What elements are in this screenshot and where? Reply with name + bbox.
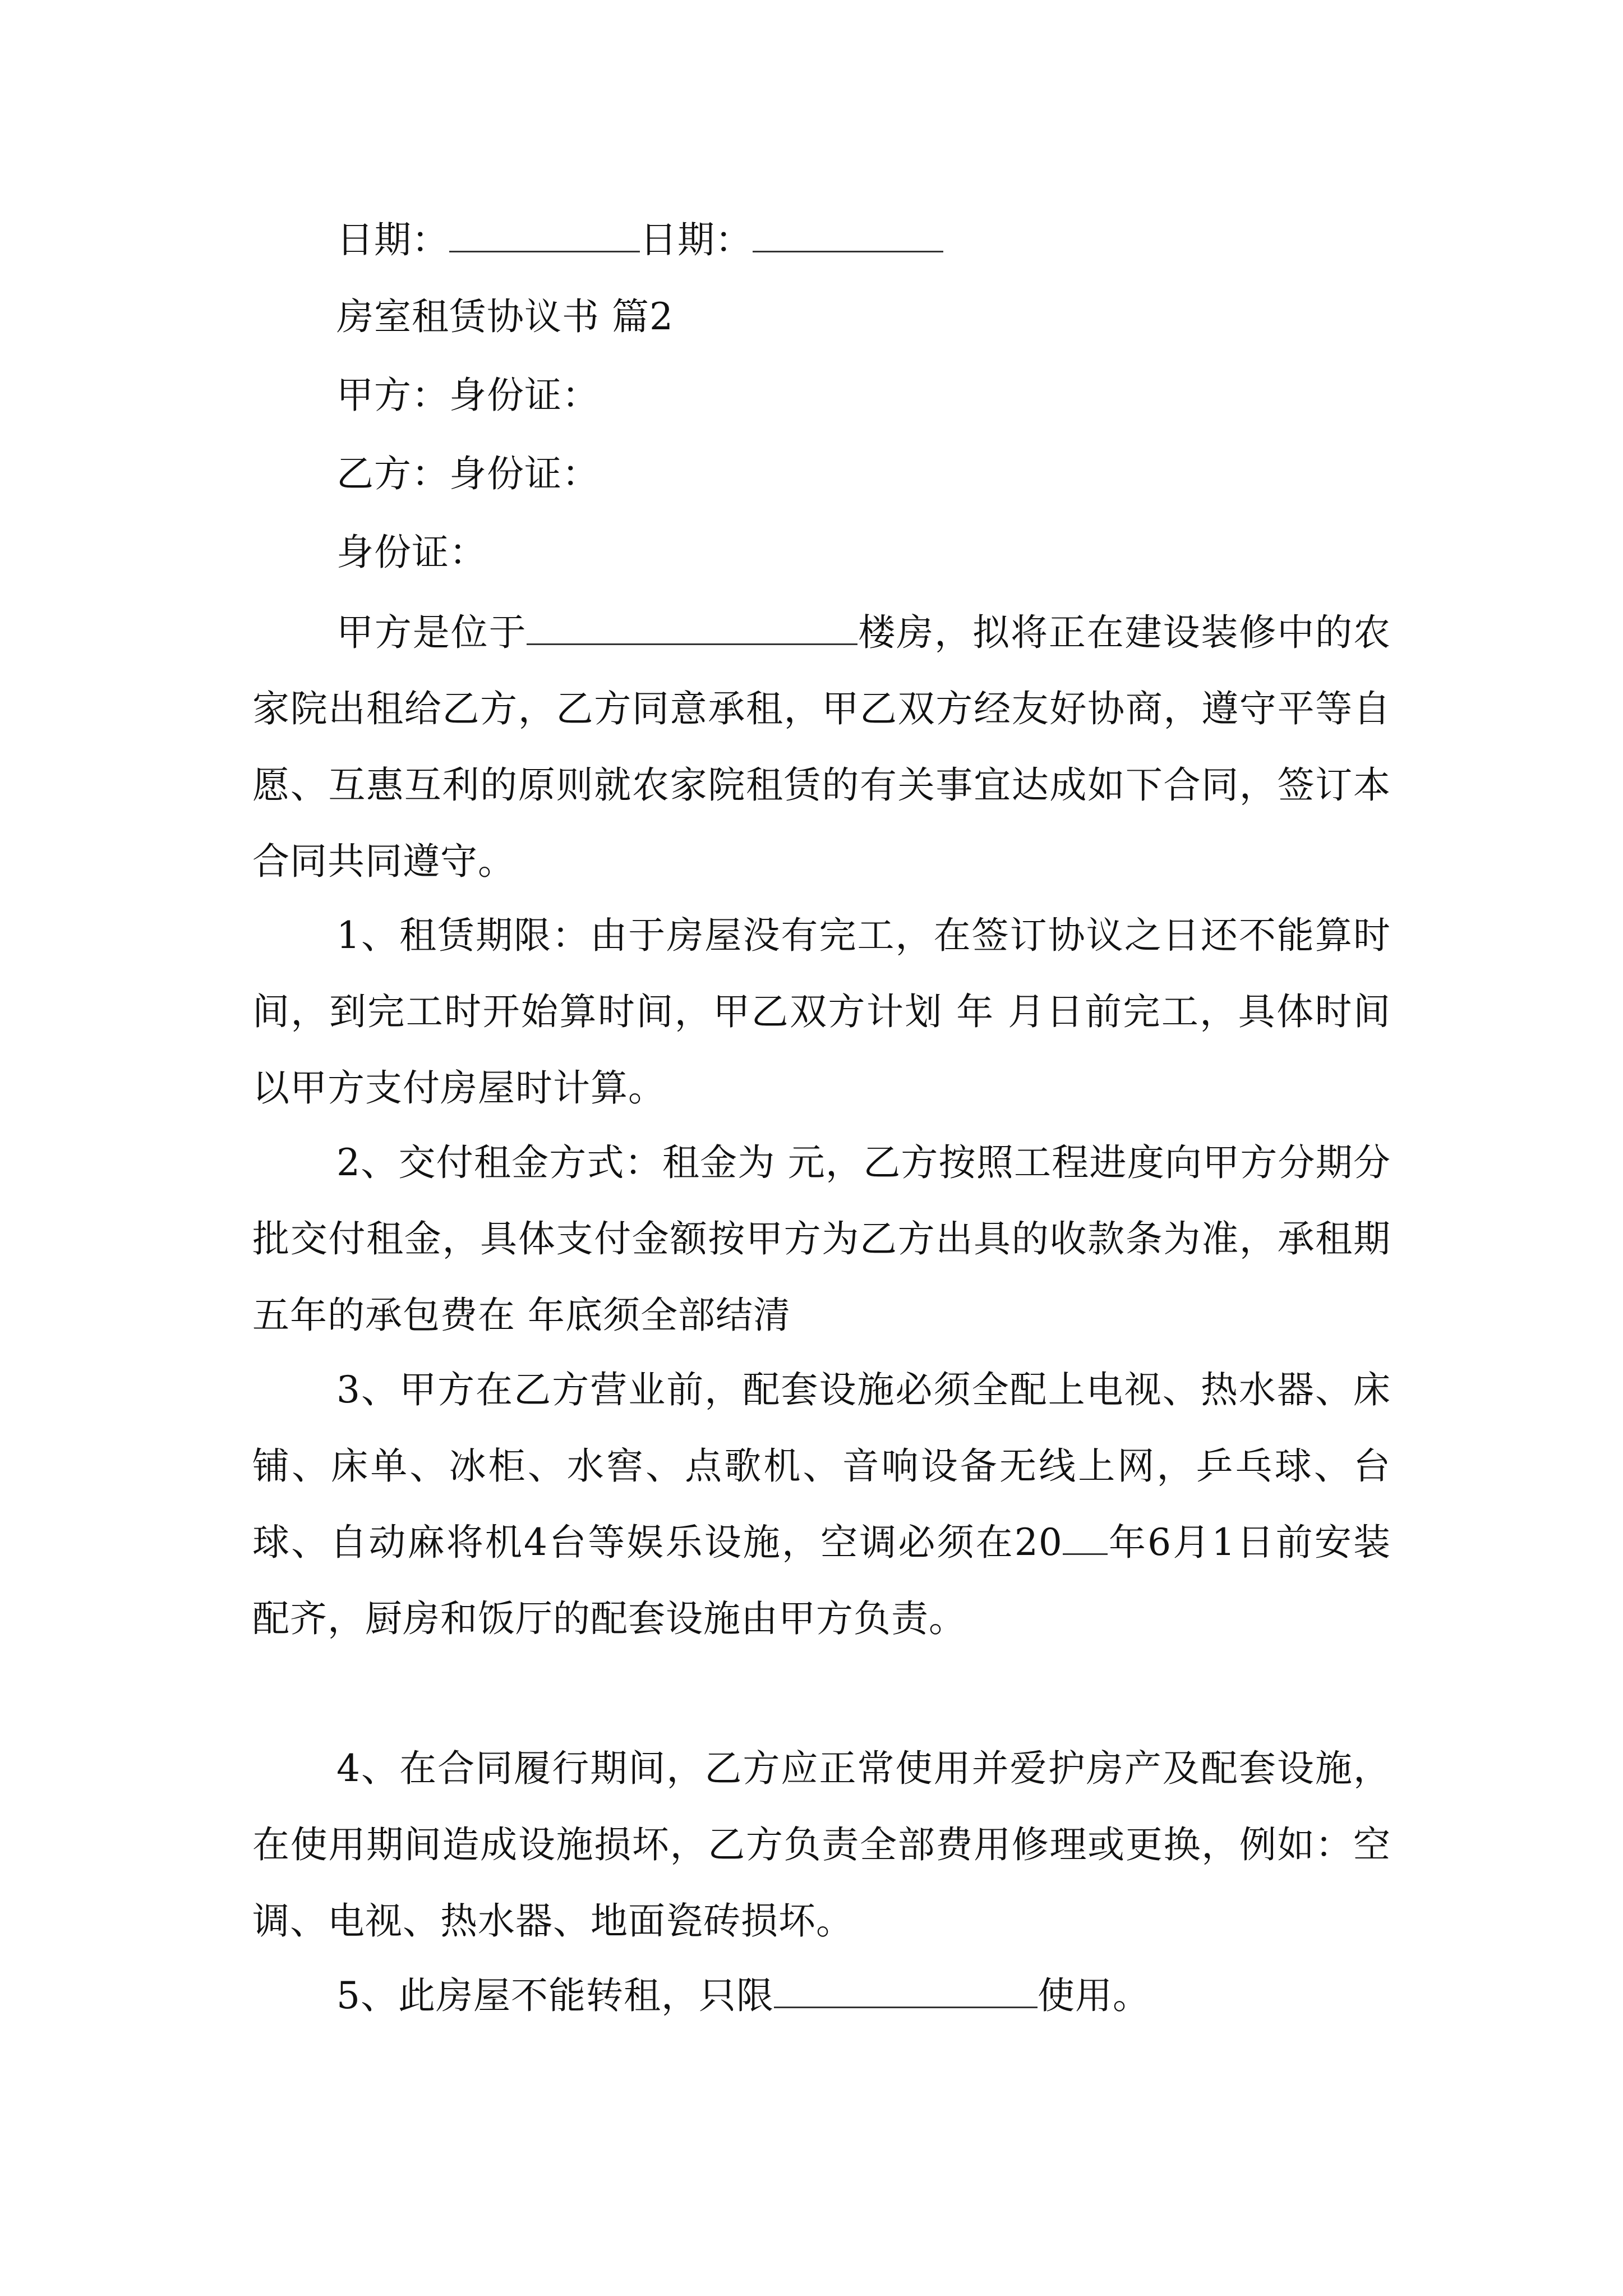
intro-text-start: 甲方是位于 [336,611,527,654]
clause-4: 4、在合同履行期间，乙方应正常使用并爱护房产及配套设施，在使用期间造成设施损坏，乙方负责全部费用修理或更换，例如：空调、电视、热水器、地面瓷砖损坏。 [252,1747,1391,1943]
intro-text-rest: 楼房，拟将正在建设装修中的农家院出租给乙方，乙方同意承租，甲乙双方经友好协商，遵守平等自愿、互惠互利的原则就农家院租赁的有关事宜达成如下合同，签订本合同共同遵守。 [252,611,1391,883]
party-a-line: 甲方：身份证： [336,374,600,417]
clause-3-text-rest: 年6月1日前安装配齐，厨房和饭厅的配套设施由甲方负责。 [252,1521,1391,1640]
clause-5-text-rest: 使用。 [1038,1974,1150,2017]
clause-5 [252,1958,1391,2034]
party-b-line: 乙方：身份证： [336,452,600,495]
id-line: 身份证： [336,531,487,574]
date-label-party-a: 日期： [336,218,449,261]
intro-paragraph [252,595,1391,900]
date-blank-party-a [449,216,640,252]
date-signature-line [336,216,943,263]
clause-3 [252,1352,1391,1657]
date-blank-party-b [753,216,943,252]
usage-blank [774,1972,1038,2008]
location-blank [527,609,857,645]
clause-2: 2、交付租金方式：租金为 元，乙方按照工程进度向甲方分期分批交付租金，具体支付金额按甲方为乙方出具的收款条为准，承租期五年的承包费在 年底须全部结清 [252,1141,1391,1337]
section-title: 房室租赁协议书 篇2 [336,295,674,338]
clause-5-text-start: 5、此房屋不能转租，只限 [336,1974,774,2017]
date-label-party-b: 日期： [640,218,753,261]
clause-1: 1、租赁期限：由于房屋没有完工，在签订协议之日还不能算时间，到完工时开始算时间，甲乙双方计划 年 月日前完工，具体时间以甲方支付房屋时计算。 [252,914,1391,1110]
year-blank [1063,1519,1108,1555]
clause-3-text-start: 3、甲方在乙方营业前，配套设施必须全配上电视、热水器、床铺、床单、冰柜、水窖、点歌机、音响设备无线上网，乒乓球、台球、自动麻将机4台等娱乐设施，空调必须在20 [252,1368,1391,1564]
